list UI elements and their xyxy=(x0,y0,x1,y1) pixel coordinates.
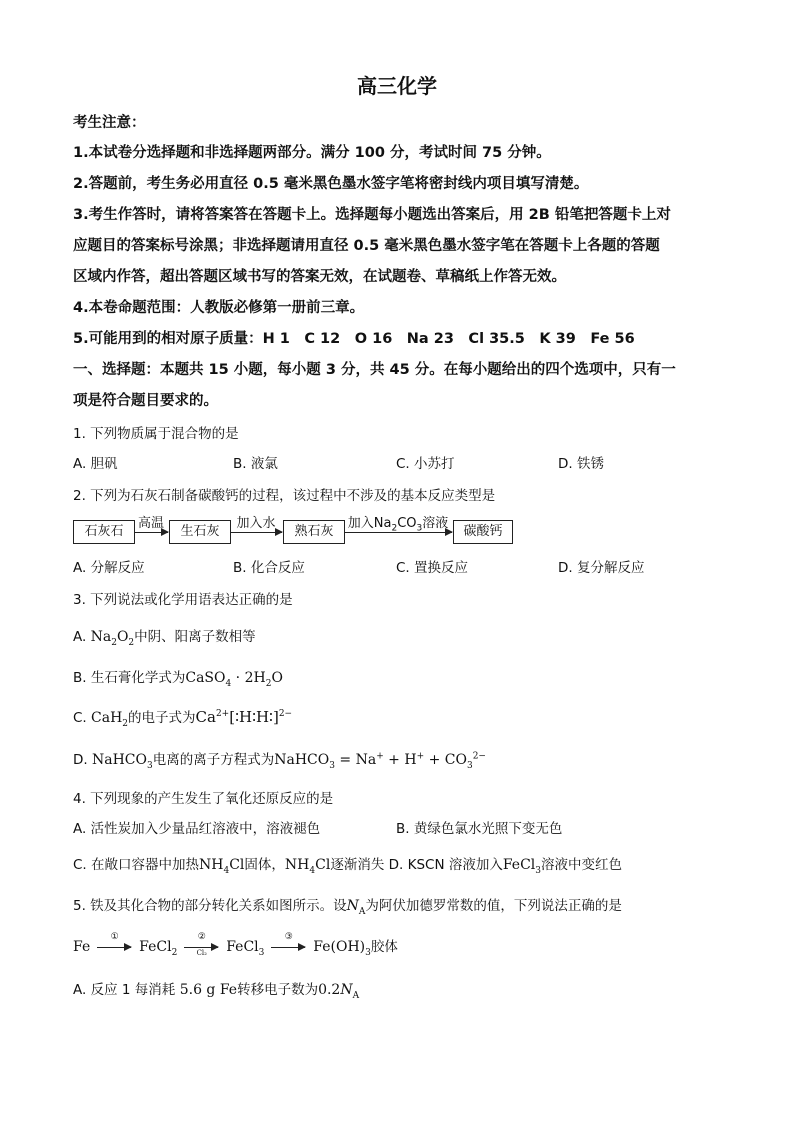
notice-4: 4.本卷命题范围：人教版必修第一册前三章。 xyxy=(73,300,365,316)
flow-arrow-1 xyxy=(134,532,168,533)
q5-option-a: A. 反应 1 每消耗 5.6 g Fe转移电子数为$0.2N_A$ xyxy=(73,982,360,1001)
q5-step-1: ① xyxy=(110,932,119,942)
flow-box-limestone: 石灰石 xyxy=(73,520,135,544)
q1-stem: 1. 下列物质属于混合物的是 xyxy=(73,426,239,442)
section-heading: 一、选择题：本题共 15 小题，每小题 3 分，共 45 分。在每小题给出的四个选项中，只有一 xyxy=(73,362,676,378)
q3-stem: 3. 下列说法或化学用语表达正确的是 xyxy=(73,592,293,608)
flow-box-slaked-lime: 熟石灰 xyxy=(283,520,345,544)
q5-stem: 5. 铁及其化合物的部分转化关系如图所示。设$N_A$为阿伏加德罗常数的值，下列说法正确的是 xyxy=(73,898,622,917)
q4-option-b: B. 黄绿色氯水光照下变无色 xyxy=(396,821,563,837)
q3-option-c: C. CaH$_2$的电子式为$Ca^{2+}[∶H∶H∶]^{2-}$ xyxy=(73,708,293,729)
q5-step-3: ③ xyxy=(284,932,293,942)
flow-arrow-1-label: 高温 xyxy=(137,516,164,531)
section-heading-cont: 项是符合题目要求的。 xyxy=(73,393,218,409)
q5-conversion-chain: Fe ① FeCl$_2$ ② Cl₂ FeCl$_3$ ③ $Fe(OH)_3$胶体 xyxy=(73,932,398,958)
q1-option-d: D. 铁锈 xyxy=(558,456,604,472)
notice-3-cont: 应题目的答案标号涂黑；非选择题请用直径 0.5 毫米黑色墨水签字笔在答题卡上各题的答题 xyxy=(73,238,660,254)
q2-option-d: D. 复分解反应 xyxy=(558,560,645,576)
flow-arrow-3-label: 加入$Na_2CO_3$溶液 xyxy=(347,516,449,534)
q2-option-b: B. 化合反应 xyxy=(233,560,305,576)
q1-option-c: C. 小苏打 xyxy=(396,456,455,472)
q1-option-b: B. 液氯 xyxy=(233,456,278,472)
q3-option-a: A. $Na_2O_2$中阴、阳离子数相等 xyxy=(73,629,256,648)
notice-3-cont2: 区域内作答，超出答题区域书写的答案无效，在试题卷、草稿纸上作答无效。 xyxy=(73,269,566,285)
q2-stem: 2. 下列为石灰石制备碳酸钙的过程，该过程中不涉及的基本反应类型是 xyxy=(73,488,496,504)
notice-3: 3.考生作答时，请将答案答在答题卡上。选择题每小题选出答案后，用 2B 铅笔把答题卡上对 xyxy=(73,207,671,223)
notice-5: 5.可能用到的相对原子质量：H 1 C 12 O 16 Na 23 Cl 35.5 K 39 Fe 56 xyxy=(73,331,635,347)
flow-arrow-2-label: 加入水 xyxy=(236,516,276,531)
q4-option-d: D. KSCN 溶液加入FeCl$_3$溶液中变红色 xyxy=(388,857,623,876)
q3-option-b: B. 生石膏化学式为CaSO$_4$ · $2H_2O$ xyxy=(73,670,283,689)
q5-step-2: ② xyxy=(197,932,206,942)
q4-stem: 4. 下列现象的产生发生了氧化还原反应的是 xyxy=(73,791,334,807)
q4-option-a: A. 活性炭加入少量品红溶液中，溶液褪色 xyxy=(73,821,321,837)
notice-1: 1.本试卷分选择题和非选择题两部分。满分 100 分，考试时间 75 分钟。 xyxy=(73,145,551,161)
q2-option-c: C. 置换反应 xyxy=(396,560,469,576)
flow-box-calcium-carbonate: 碳酸钙 xyxy=(453,520,513,544)
q1-option-a: A. 胆矾 xyxy=(73,456,118,472)
q4-option-c: C. 在敞口容器中加热$NH_4Cl$固体，$NH_4Cl$逐渐消失 D. KSCN 溶液加入FeCl$_3$溶液中变红色 xyxy=(73,857,623,876)
notice-heading: 考生注意： xyxy=(73,115,146,131)
q2-option-a: A. 分解反应 xyxy=(73,560,145,576)
flow-arrow-2 xyxy=(230,532,282,533)
flow-box-quicklime: 生石灰 xyxy=(169,520,231,544)
q3-option-d: D. NaHCO$_3$电离的离子方程式为NaHCO$_3$ = $Na^+ + H^+ + CO_3^{2-}$ xyxy=(73,751,486,771)
q5-step-2-condition: Cl₂ xyxy=(196,949,207,957)
notice-2: 2.答题前，考生务必用直径 0.5 毫米黑色墨水签字笔将密封线内项目填写清楚。 xyxy=(73,176,589,192)
page-title: 高三化学 xyxy=(357,74,437,98)
